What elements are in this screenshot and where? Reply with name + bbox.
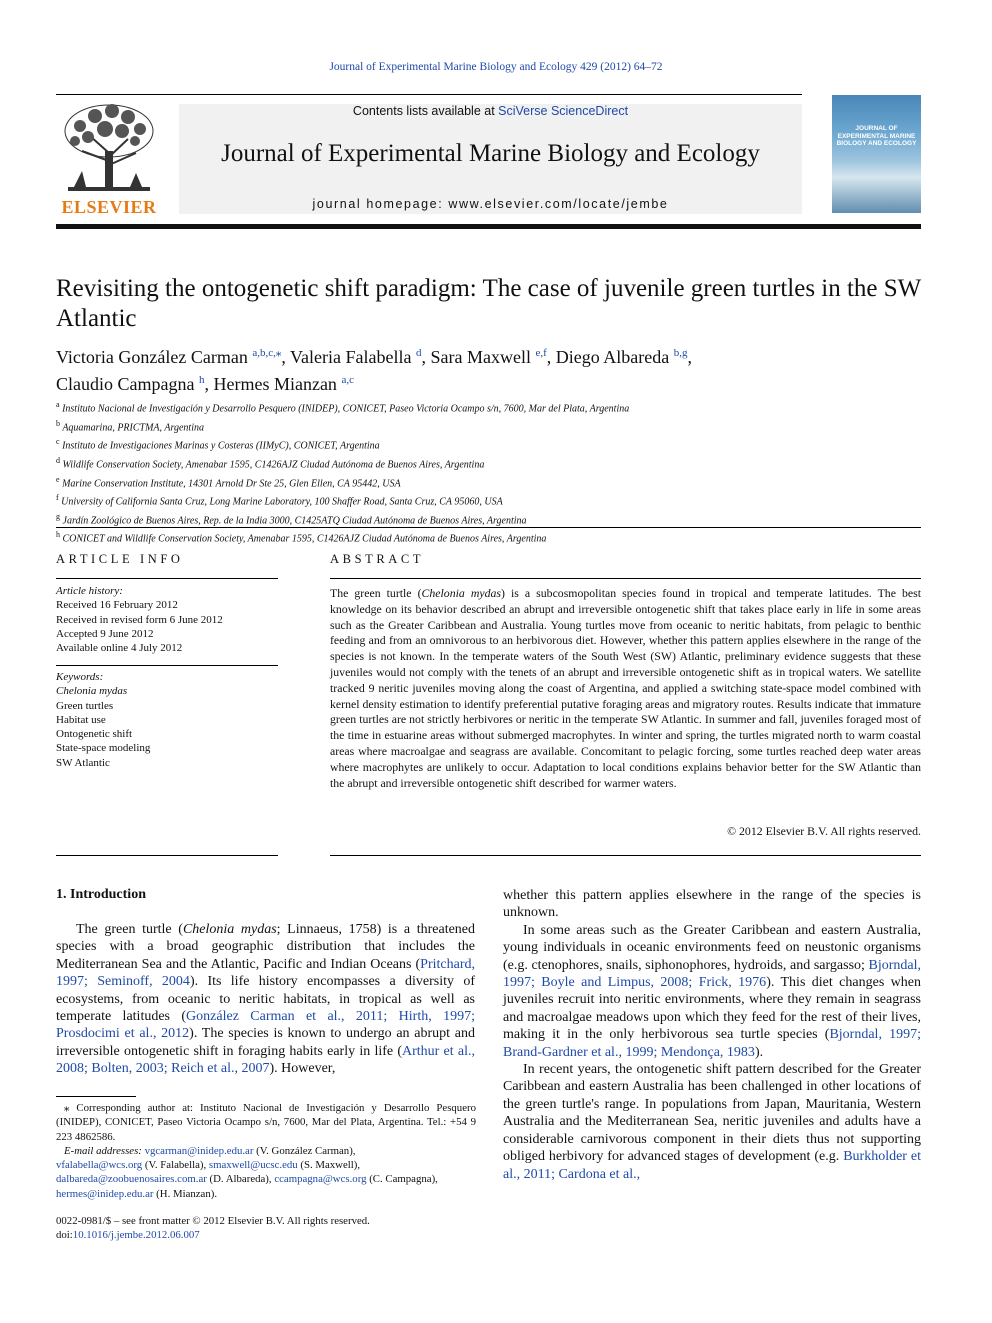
author-affiliation-marker[interactable]: e,f xyxy=(535,347,547,359)
cover-title: JOURNAL OF EXPERIMENTAL MARINE BIOLOGY AND ECOLOGY xyxy=(836,125,917,147)
email-link[interactable]: vfalabella@wcs.org xyxy=(56,1159,143,1172)
affiliation-key: e xyxy=(56,474,60,484)
author-affiliation-marker[interactable]: a,b,c,⁎ xyxy=(252,347,282,359)
affiliation-key: b xyxy=(56,418,60,428)
affiliation-divider xyxy=(56,527,921,528)
keyword-item: SW Atlantic xyxy=(56,756,110,769)
keyword-item: State-space modeling xyxy=(56,742,151,755)
email-owner: (V. González Carman), xyxy=(253,1144,356,1157)
affiliation-item xyxy=(56,417,936,436)
corresponding-author: ⁎ Corresponding author at: Instituto Nacional de Investigación y Desarrollo Pesquero (INIDEP), CONICET, Paseo Victoria Ocampo s/n, 7600, Mar del Plata, Argentina. Tel.: +54 9 223 4862586. xyxy=(56,1102,476,1143)
affiliation-item xyxy=(56,435,936,454)
affiliation-item xyxy=(56,398,936,417)
history-revised: Received in revised form 6 June 2012 xyxy=(56,613,223,626)
email-link[interactable]: hermes@inidep.edu.ar xyxy=(56,1187,154,1200)
contents-line xyxy=(179,104,802,118)
header-divider xyxy=(56,224,921,229)
abstract-bottom-rule xyxy=(330,855,921,856)
text-run: ). The species is known to undergo an abrupt and irreversible ontogenetic shift in foraging habits early in life ( xyxy=(56,1026,475,1059)
header-top-rule xyxy=(56,94,802,95)
contents-prefix: Contents lists available at xyxy=(352,104,499,118)
email-link[interactable]: ccampagna@wcs.org xyxy=(274,1173,367,1186)
affiliation-text: Jardín Zoológico de Buenos Aires, Rep. de la India 3000, C1425ATQ Ciudad Autónoma de Buenos Aires, Argentina xyxy=(60,515,527,527)
affiliation-text: Wildlife Conservation Society, Amenabar 1595, C1426AJZ Ciudad Autónoma de Buenos Aires, Argentina xyxy=(60,459,485,471)
keyword-item: Habitat use xyxy=(56,713,106,726)
affiliation-key: d xyxy=(56,455,60,465)
citation-link[interactable]: Bjorndal, 1997; Boyle and Limpus, 2008; Frick, 1976 xyxy=(503,957,921,991)
affiliation-text: University of California Santa Cruz, Long Marine Laboratory, 100 Shaffer Road, Santa Cruz, CA 95060, USA xyxy=(58,496,503,508)
author-affiliation-marker[interactable]: h xyxy=(198,374,205,386)
journal-title: Journal of Experimental Marine Biology and Ecology xyxy=(221,140,760,167)
abstract-part: ) is a subcosmopolitan species found in tropical and temperate latitudes. The best knowledge on its behavior described an abrupt and irreversible ontogenetic shift that takes place early in life in some areas such as the Greater Caribbean and Australia. Young turtles move from oceanic to neritic habitats, from pelagic to benthic feeding and from an omnivorous to an herbivorous diet. However, whether this pattern applies elsewhere in the range of the species is not known. In the temperate waters of the South West (SW) Atlantic, preliminary evidence suggests that these juveniles would not comply with the tenets of an abrupt and irreversible ontogenetic shift as in tropical waters. We satellite tracked 9 neritic juveniles moving along the coast of Argentina, and applied a switching state-space model combined with kernel density estimation to identify preferential putative foraging areas and migratory routes. Results indicate that immature green turtles are not strictly herbivores or neritic in the temperate SW Atlantic. In summer and fall, juveniles foraged most of the time in estuarine areas without submerged macrophytes. In winter and spring, the turtles migrated north to warm coastal areas where macroalgae and seagrass are available. Concomitant to pelagic forcing, some turtles reached deep water areas where macrophytes are unlikely to occur. Adaptation to local conditions explains behavior better for the SW Atlantic than the abrupt and irreversible ontogenetic shift described for warmer waters. xyxy=(330,586,921,790)
citation-link[interactable]: González Carman et al., 2011; Hirth, 1997; Prosdocimi et al., 2012 xyxy=(56,1009,475,1042)
text-run: The green turtle ( xyxy=(76,922,183,937)
intro-heading: 1. Introduction xyxy=(56,887,146,902)
footnote-rule xyxy=(56,1096,136,1097)
article-info-rule xyxy=(56,578,278,579)
author-list xyxy=(56,342,936,396)
email-addresses xyxy=(56,1144,476,1201)
affiliation-item xyxy=(56,454,936,473)
text-run: ). This diet changes when juveniles recruit into neritic environments, where they remain in seagrass and macroalgae meadows upon which they feed for the rest of their lives, making it in the only herbivorous sea turtle species ( xyxy=(503,975,921,1043)
author-name: Sara Maxwell xyxy=(430,347,536,367)
affiliation-text: Marine Conservation Institute, 14301 Arnold Dr Ste 25, Glen Ellen, CA 95442, USA xyxy=(59,477,401,489)
text-run: In some areas such as the Greater Caribbean and eastern Australia, young individuals in oceanic environments feed on neustonic organisms (e.g. ctenophores, snails, siphonophores, hydroids, and sargasso; xyxy=(503,922,921,973)
issn-line: 0022-0981/$ – see front matter © 2012 Elsevier B.V. All rights reserved. xyxy=(56,1215,370,1227)
keyword-item: Chelonia mydas xyxy=(56,685,128,698)
email-link[interactable]: smaxwell@ucsc.edu xyxy=(208,1159,298,1172)
affiliation-key: g xyxy=(56,511,60,521)
doi-line xyxy=(56,1228,476,1242)
journal-homepage-link[interactable]: journal homepage: www.elsevier.com/locate/jembe xyxy=(312,197,669,211)
tree-icon xyxy=(60,101,158,195)
author-separator: , xyxy=(546,347,556,367)
email-link[interactable]: vgcarman@inidep.edu.ar xyxy=(144,1144,254,1157)
intro-paragraph xyxy=(56,921,475,1078)
doi-link[interactable]: 10.1016/j.jembe.2012.06.007 xyxy=(72,1229,200,1242)
affiliation-key: f xyxy=(56,493,59,503)
abstract-text xyxy=(330,586,921,791)
intro-paragraph xyxy=(503,1061,921,1183)
email-owner: (H. Mianzan). xyxy=(153,1187,218,1200)
doi-label: doi: xyxy=(56,1229,73,1242)
intro-left-column xyxy=(56,921,475,1078)
author-name: Hermes Mianzan xyxy=(213,374,342,394)
text-run: ; Linnaeus, 1758) is a threatened species with a broad geographic distribution that includes the Mediterranean Sea and the Atlantic, Pacific and Indian Oceans ( xyxy=(56,922,476,972)
author-name: Diego Albareda xyxy=(555,347,674,367)
email-owner: (S. Maxwell), xyxy=(297,1159,361,1172)
sciencedirect-link[interactable]: SciVerse ScienceDirect xyxy=(498,104,629,118)
article-title: Revisiting the ontogenetic shift paradigm: The case of juvenile green turtles in the SW Atlantic xyxy=(56,275,921,332)
history-accepted: Accepted 9 June 2012 xyxy=(56,627,154,640)
text-run: ). However, xyxy=(269,1061,336,1077)
text-run: ). Its life history encompasses a diversity of ecosystems, from oceanic to neritic habitats, in tropical as well as temperate latitudes ( xyxy=(56,974,475,1025)
author-separator: , xyxy=(281,347,291,367)
journal-citation[interactable]: Journal of Experimental Marine Biology and Ecology 429 (2012) 64–72 xyxy=(329,61,663,73)
affiliation-text: Aquamarina, PRICTMA, Argentina xyxy=(60,421,204,433)
affiliation-key: h xyxy=(56,530,60,540)
history-label: Article history: xyxy=(56,585,123,597)
abstract-rule xyxy=(330,578,921,579)
affiliation-text: CONICET and Wildlife Conservation Society, Amenabar 1595, C1426AJZ Ciudad Autónoma de Buenos Aires, Argentina xyxy=(60,533,547,545)
affiliation-item xyxy=(56,491,936,510)
affiliation-key: a xyxy=(56,400,60,409)
intro-paragraph xyxy=(503,922,921,1061)
keyword-item: Green turtles xyxy=(56,699,114,712)
text-run: ). xyxy=(754,1044,764,1060)
history-received: Received 16 February 2012 xyxy=(56,599,178,612)
email-link[interactable]: dalbareda@zoobuenosaires.com.ar xyxy=(56,1173,207,1186)
page-footer xyxy=(56,1214,476,1243)
author-affiliation-marker[interactable]: a,c xyxy=(341,374,354,386)
author-name: Claudio Campagna xyxy=(56,374,199,394)
affiliations xyxy=(56,398,936,547)
affiliation-item xyxy=(56,528,936,547)
author-name: Victoria González Carman xyxy=(56,347,253,367)
author-separator: , xyxy=(421,347,431,367)
intro-paragraph: whether this pattern applies elsewhere in the range of the species is unknown. xyxy=(503,888,921,921)
abstract-copyright: © 2012 Elsevier B.V. All rights reserved. xyxy=(727,824,921,838)
abstract-part: The green turtle ( xyxy=(330,586,422,600)
text-run: In recent years, the ontogenetic shift pattern described for the Greater Caribbean and eastern Australia has been challenged in other locations of the green turtle's range. In populations from Japan, Mauritania, Western Australia and the Mediterranean Sea, neritic juveniles and adults have a considerable carnivorous component in their diets thus not supporting obliged herbivory for advanced stages of development (e.g. xyxy=(503,1062,921,1165)
affiliation-key: c xyxy=(56,437,60,447)
citation-link[interactable]: Burkholder et al., 2011; Cardona et al., xyxy=(503,1149,921,1182)
abstract-heading: ABSTRACT xyxy=(330,552,425,566)
keywords xyxy=(56,670,278,770)
journal-cover-image[interactable] xyxy=(832,95,921,213)
elsevier-wordmark: ELSEVIER xyxy=(61,197,157,217)
elsevier-logo[interactable] xyxy=(56,101,162,217)
email-owner: (C. Campagna), xyxy=(366,1173,438,1186)
keywords-label: Keywords: xyxy=(56,671,104,683)
corresponding-footnote xyxy=(56,1101,476,1201)
email-label: E-mail addresses: xyxy=(64,1144,145,1157)
affiliation-text: Instituto de Investigaciones Marinas y Costeras (IIMyC), CONICET, Argentina xyxy=(59,440,380,452)
species-name: Chelonia mydas xyxy=(182,922,277,937)
author-affiliation-marker[interactable]: d xyxy=(416,347,422,359)
history-online: Available online 4 July 2012 xyxy=(56,642,183,655)
citation-link[interactable]: Arthur et al., 2008; Bolten, 2003; Reich et al., 2007 xyxy=(56,1043,475,1077)
email-owner: (V. Falabella), xyxy=(142,1159,209,1172)
author-separator: , xyxy=(687,347,692,367)
email-owner: (D. Albareda), xyxy=(206,1173,275,1186)
intro-right-column xyxy=(503,887,921,1183)
citation-link[interactable]: Bjorndal, 1997; Brand-Gardner et al., 1999; Mendonça, 1983 xyxy=(503,1027,921,1060)
info-bottom-rule xyxy=(56,855,278,856)
abstract-species: Chelonia mydas xyxy=(421,586,501,600)
article-info-heading: ARTICLE INFO xyxy=(56,552,184,566)
affiliation-item xyxy=(56,510,936,529)
affiliation-text: Instituto Nacional de Investigación y Desarrollo Pesquero (INIDEP), CONICET, Paseo Victoria Ocampo s/n, 7600, Mar del Plata, Argentina xyxy=(59,403,630,415)
author-name: Valeria Falabella xyxy=(290,347,416,367)
keywords-rule xyxy=(56,665,278,666)
keyword-item: Ontogenetic shift xyxy=(56,728,133,741)
author-affiliation-marker[interactable]: b,g xyxy=(673,347,688,359)
affiliation-item xyxy=(56,473,936,492)
citation-link[interactable]: Pritchard, 1997; Seminoff, 2004 xyxy=(56,956,475,990)
article-history xyxy=(56,584,278,655)
author-separator: , xyxy=(204,374,214,394)
